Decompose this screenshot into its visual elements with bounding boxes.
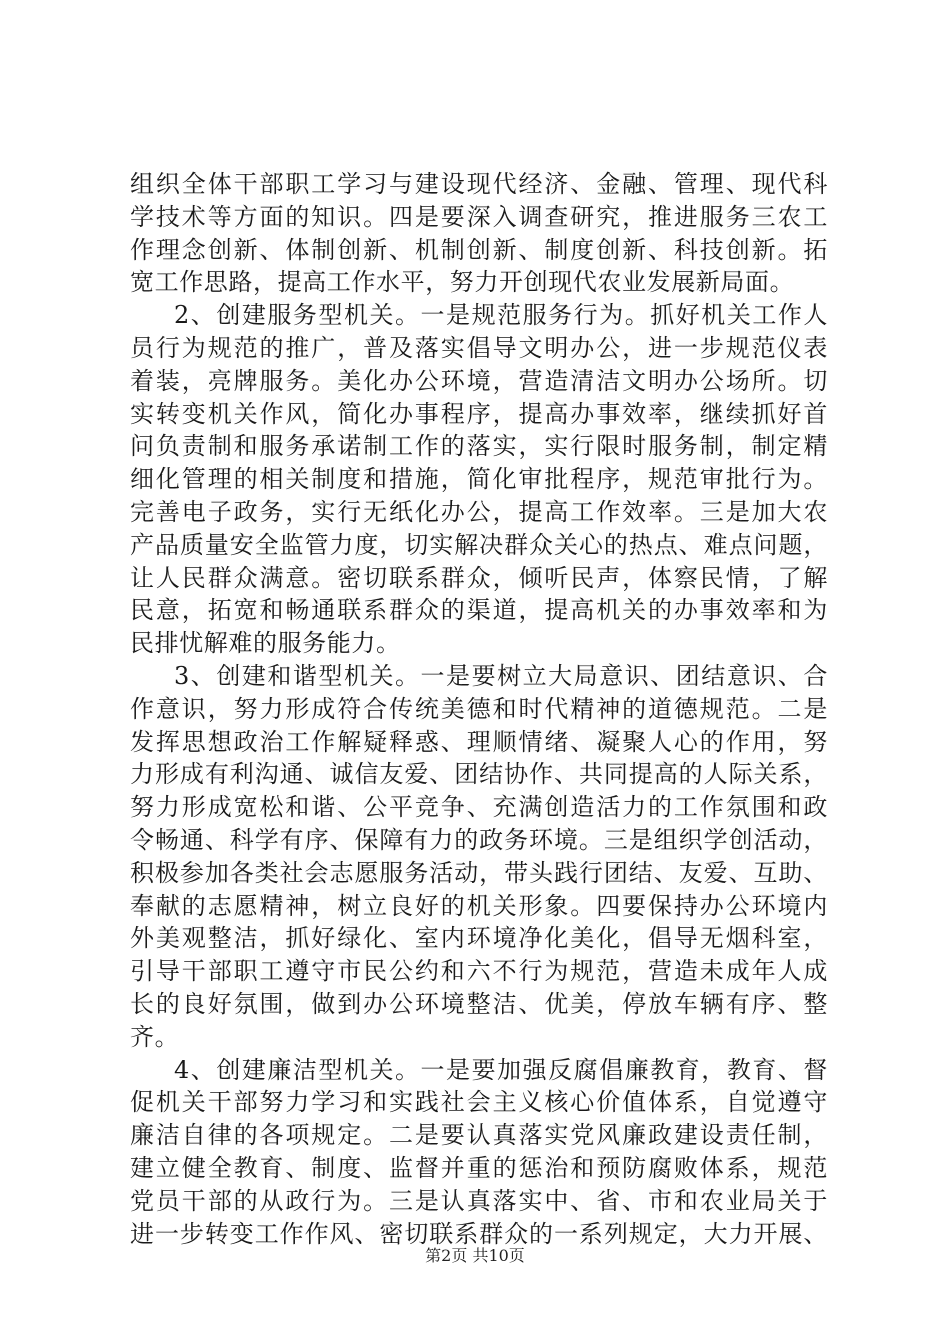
text-line: 组织全体干部职工学习与建设现代经济、金融、管理、现代科 [130,170,828,198]
text-line: 长的良好氛围，做到办公环境整洁、优美，停放车辆有序、整 [130,989,828,1018]
text-line: 宽工作思路，提高工作水平，努力开创现代农业发展新局面。 [130,268,795,297]
document-body [130,168,828,1250]
text-line: 实转变机关作风，简化办事程序，提高办事效率，继续抓好首 [130,399,828,428]
text-line: 3、创建和谐型机关。一是要树立大局意识、团结意识、合 [174,661,828,690]
text-line: 努力形成宽松和谐、公平竞争、充满创造活力的工作氛围和政 [130,793,828,822]
text-line: 积极参加各类社会志愿服务活动，带头践行团结、友爱、互助、 [130,858,828,887]
text-line: 党员干部的从政行为。三是认真落实中、省、市和农业局关于 [130,1186,828,1215]
text-line: 作意识，努力形成符合传统美德和时代精神的道德规范。二是 [130,694,828,723]
text-line: 外美观整洁，抓好绿化、室内环境净化美化，倡导无烟科室， [130,924,828,953]
text-line: 建立健全教育、制度、监督并重的惩治和预防腐败体系，规范 [130,1153,828,1182]
text-line: 民排忧解难的服务能力。 [130,629,401,658]
text-line: 奉献的志愿精神，树立良好的机关形象。四要保持办公环境内 [130,891,828,920]
text-line: 2、创建服务型机关。一是规范服务行为。抓好机关工作人 [174,301,828,330]
page-number-footer: 第2页 共10页 [425,1246,525,1265]
text-line: 细化管理的相关制度和措施，简化审批程序，规范审批行为。 [130,465,828,494]
text-line: 廉洁自律的各项规定。二是要认真落实党风廉政建设责任制， [130,1121,828,1150]
text-line: 着装，亮牌服务。美化办公环境，营造清洁文明办公场所。切 [130,366,828,395]
text-line: 员行为规范的推广，普及落实倡导文明办公，进一步规范仪表 [130,333,828,362]
text-line: 民意，拓宽和畅通联系群众的渠道，提高机关的办事效率和为 [130,596,828,625]
text-line: 问负责制和服务承诺制工作的落实，实行限时服务制，制定精 [130,432,828,461]
text-line: 完善电子政务，实行无纸化办公，提高工作效率。三是加大农 [130,497,828,526]
text-line: 学技术等方面的知识。四是要深入调查研究，推进服务三农工 [130,202,828,231]
text-line: 促机关干部努力学习和实践社会主义核心价值体系，自觉遵守 [130,1088,828,1117]
text-line: 让人民群众满意。密切联系群众，倾听民声，体察民情，了解 [130,563,828,592]
text-line: 4、创建廉洁型机关。一是要加强反腐倡廉教育，教育、督 [174,1055,828,1084]
text-line: 进一步转变工作作风、密切联系群众的一系列规定，大力开展、 [130,1219,828,1248]
text-line: 产品质量安全监管力度，切实解决群众关心的热点、难点问题， [130,530,828,559]
text-line: 发挥思想政治工作解疑释惑、理顺情绪、凝聚人心的作用，努 [130,727,828,756]
text-line: 力形成有利沟通、诚信友爱、团结协作、共同提高的人际关系， [130,760,828,789]
text-line: 作理念创新、体制创新、机制创新、制度创新、科技创新。拓 [130,235,828,264]
text-line: 齐。 [130,1022,180,1051]
text-line: 令畅通、科学有序、保障有力的政务环境。三是组织学创活动， [130,825,828,854]
text-line: 引导干部职工遵守市民公约和六不行为规范，营造未成年人成 [130,957,828,986]
